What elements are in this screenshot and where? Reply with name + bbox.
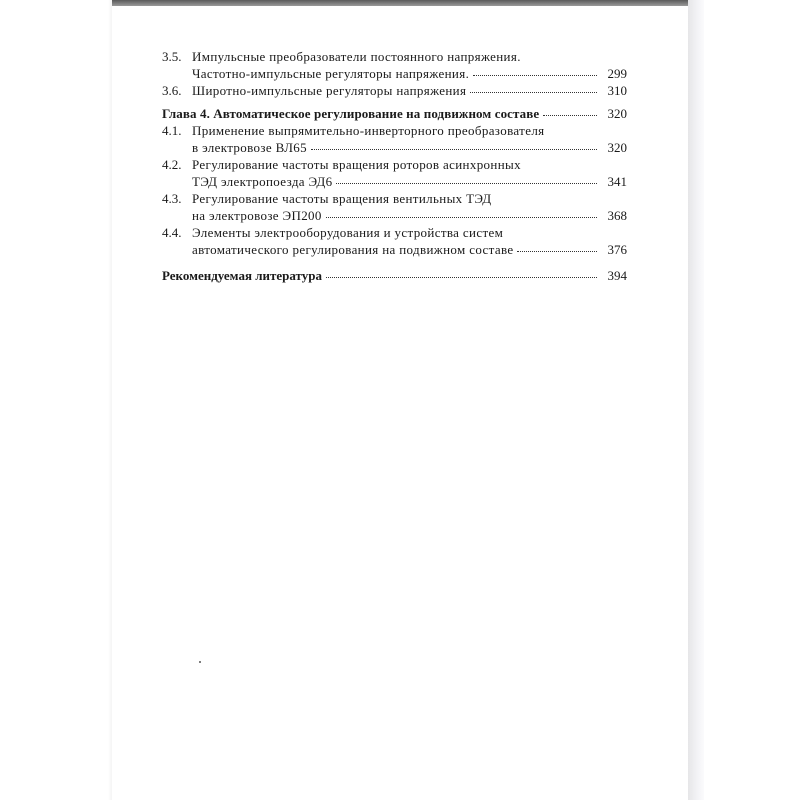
toc-entry-page: 394 [607,268,627,283]
toc-entry-title: Применение выпрямительно-инверторного преобразователя [192,123,545,138]
toc-entry-page: 320 [607,106,627,121]
toc-entry-number: 4.2. [162,157,182,172]
toc-chapter-4 [162,105,627,122]
toc-entry-4-3-line2 [162,207,627,224]
toc-leader-dots [517,241,597,254]
toc-entry-4-2-line2 [162,173,627,190]
toc-entry-title-continued: Частотно-импульсные регуляторы напряжения. [192,66,470,81]
toc-entry-4-1-line2 [162,139,627,156]
toc-entry-3-5-line1 [162,48,627,65]
toc-leader-dots [473,65,597,78]
toc-leader-dots [470,82,597,95]
toc-entry-4-3-line1 [162,190,627,207]
toc-entry-number: 4.4. [162,225,182,240]
toc-leader-dots [543,105,597,118]
toc-entry-number: 4.1. [162,123,182,138]
toc-entry-title: Широтно-импульсные регуляторы напряжения [192,83,467,98]
toc-leader-dots [336,173,597,186]
toc-leader-dots [326,267,597,280]
toc-entry-4-1-line1 [162,122,627,139]
toc-entry-page: 376 [607,242,627,257]
toc-chapter-title: Глава 4. Автоматическое регулирование на подвижном составе [162,106,540,121]
toc-entry-page: 341 [607,174,627,189]
toc-entry-title-continued: на электровозе ЭП200 [192,208,322,223]
toc-references [162,267,627,284]
toc-entry-3-6 [162,82,627,99]
toc-entry-page: 310 [607,83,627,98]
toc-entry-title-continued: ТЭД электропоезда ЭД6 [192,174,333,189]
toc-entry-4-2-line1 [162,156,627,173]
page-right-edge [688,0,704,800]
toc-entry-title: Импульсные преобразователи постоянного напряжения. [192,49,521,64]
toc-entry-number: 4.3. [162,191,182,206]
toc-entry-4-4-line1 [162,224,627,241]
toc-entry-page: 320 [607,140,627,155]
toc-entry-number: 3.6. [162,83,182,98]
toc-entry-title: Регулирование частоты вращения вентильных ТЭД [192,191,492,206]
book-page [112,6,688,800]
toc-entry-title-continued: в электровозе ВЛ65 [192,140,307,155]
paper-speck [199,661,201,663]
toc-entry-title-continued: автоматического регулирования на подвижном составе [192,242,514,257]
toc-entry-title: Регулирование частоты вращения роторов асинхронных [192,157,521,172]
toc-entry-page: 299 [607,66,627,81]
table-of-contents [162,48,627,284]
toc-entry-title: Элементы электрооборудования и устройства систем [192,225,504,240]
toc-entry-number: 3.5. [162,49,182,64]
toc-leader-dots [311,139,597,152]
toc-entry-3-5-line2 [162,65,627,82]
toc-entry-page: 368 [607,208,627,223]
toc-references-title: Рекомендуемая литература [162,268,322,283]
toc-leader-dots [326,207,597,220]
toc-entry-4-4-line2 [162,241,627,258]
